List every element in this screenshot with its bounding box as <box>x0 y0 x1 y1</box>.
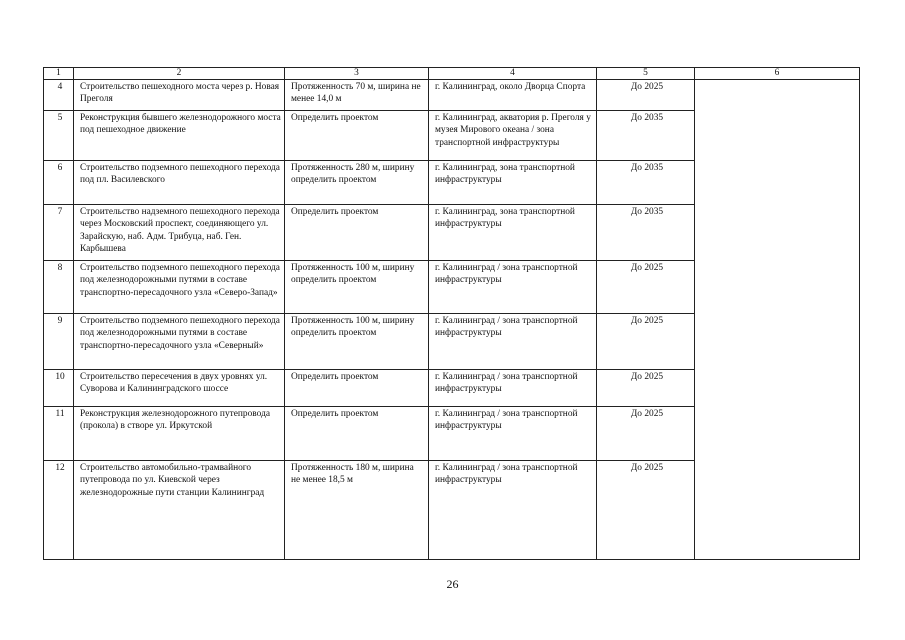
row-number: 5 <box>44 111 74 161</box>
project-name: Строительство подземного пешеходного перехода под пл. Василевского <box>74 161 285 205</box>
page-number: 26 <box>446 577 459 591</box>
project-location: г. Калининград / зона транспортной инфраструктуры <box>429 261 597 314</box>
column-number-row <box>44 68 860 80</box>
project-parameters: Определить проектом <box>285 407 429 461</box>
project-location: г. Калининград, около Дворца Спорта <box>429 80 597 111</box>
project-parameters: Протяженность 100 м, ширину определить проектом <box>285 261 429 314</box>
project-location: г. Калининград / зона транспортной инфраструктуры <box>429 370 597 407</box>
project-location: г. Калининград, акватория р. Преголя у музея Мирового океана / зона транспортной инфраструктуры <box>429 111 597 161</box>
project-name: Строительство надземного пешеходного перехода через Московский проспект, соединяющего ул. Зарайскую, наб. Адм. Трибуца, наб. Ген. Карбышева <box>74 205 285 261</box>
notes-cell <box>695 80 860 560</box>
row-number: 4 <box>44 80 74 111</box>
column-header-4: 4 <box>429 68 597 80</box>
project-term: До 2025 <box>597 314 695 370</box>
project-location: г. Калининград / зона транспортной инфраструктуры <box>429 314 597 370</box>
project-parameters: Протяженность 280 м, ширину определить проектом <box>285 161 429 205</box>
project-name: Строительство пешеходного моста через р. Новая Преголя <box>74 80 285 111</box>
project-location: г. Калининград / зона транспортной инфраструктуры <box>429 461 597 560</box>
project-parameters: Протяженность 70 м, ширина не менее 14,0 м <box>285 80 429 111</box>
column-header-6: 6 <box>695 68 860 80</box>
row-number: 6 <box>44 161 74 205</box>
project-term: До 2035 <box>597 205 695 261</box>
project-parameters: Протяженность 100 м, ширину определить проектом <box>285 314 429 370</box>
project-name: Строительство пересечения в двух уровнях ул. Суворова и Калининградского шоссе <box>74 370 285 407</box>
project-term: До 2035 <box>597 111 695 161</box>
project-term: До 2025 <box>597 261 695 314</box>
row-number: 11 <box>44 407 74 461</box>
project-location: г. Калининград, зона транспортной инфраструктуры <box>429 205 597 261</box>
row-number: 9 <box>44 314 74 370</box>
project-parameters: Определить проектом <box>285 205 429 261</box>
row-number: 8 <box>44 261 74 314</box>
row-number: 7 <box>44 205 74 261</box>
project-location: г. Калининград, зона транспортной инфраструктуры <box>429 161 597 205</box>
row-number: 12 <box>44 461 74 560</box>
project-parameters: Протяженность 180 м, ширина не менее 18,5 м <box>285 461 429 560</box>
project-parameters: Определить проектом <box>285 111 429 161</box>
table-row <box>44 80 860 111</box>
project-location: г. Калининград / зона транспортной инфраструктуры <box>429 407 597 461</box>
project-term: До 2025 <box>597 407 695 461</box>
project-term: До 2025 <box>597 80 695 111</box>
project-name: Реконструкция железнодорожного путепровода (прокола) в створе ул. Иркутской <box>74 407 285 461</box>
project-name: Строительство подземного пешеходного перехода под железнодорожными путями в составе транспортно-пересадочного узла «Северо-Запад» <box>74 261 285 314</box>
column-header-1: 1 <box>44 68 74 80</box>
project-name: Реконструкция бывшего железнодорожного моста под пешеходное движение <box>74 111 285 161</box>
column-header-5: 5 <box>597 68 695 80</box>
column-header-2: 2 <box>74 68 285 80</box>
project-name: Строительство автомобильно-трамвайного путепровода по ул. Киевской через железнодорожные пути станции Калининград <box>74 461 285 560</box>
project-term: До 2025 <box>597 370 695 407</box>
row-number: 10 <box>44 370 74 407</box>
project-term: До 2035 <box>597 161 695 205</box>
project-name: Строительство подземного пешеходного перехода под железнодорожными путями в составе транспортно-пересадочного узла «Северный» <box>74 314 285 370</box>
column-header-3: 3 <box>285 68 429 80</box>
project-parameters: Определить проектом <box>285 370 429 407</box>
project-term: До 2025 <box>597 461 695 560</box>
projects-table <box>43 67 860 560</box>
